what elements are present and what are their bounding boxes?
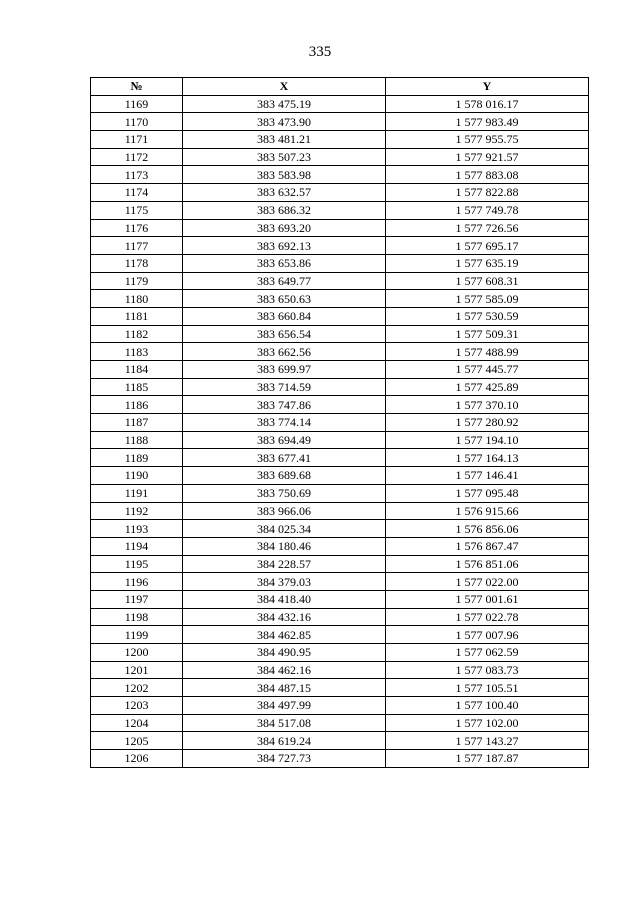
cell-number: 1200 [91,644,183,662]
cell-x: 383 481.21 [183,131,386,149]
table-row [91,148,589,166]
cell-number: 1192 [91,502,183,520]
cell-y: 1 577 955.75 [386,131,589,149]
cell-number: 1184 [91,361,183,379]
cell-number: 1201 [91,661,183,679]
cell-x: 383 714.59 [183,378,386,396]
cell-x: 383 632.57 [183,184,386,202]
cell-y: 1 577 187.87 [386,750,589,768]
header-row [91,78,589,96]
table-row [91,290,589,308]
cell-number: 1198 [91,608,183,626]
cell-number: 1178 [91,254,183,272]
cell-x: 384 025.34 [183,520,386,538]
cell-x: 384 487.15 [183,679,386,697]
cell-number: 1183 [91,343,183,361]
cell-x: 384 228.57 [183,555,386,573]
cell-x: 383 475.19 [183,95,386,113]
cell-x: 384 379.03 [183,573,386,591]
cell-y: 1 577 726.56 [386,219,589,237]
cell-y: 1 577 883.08 [386,166,589,184]
cell-x: 383 653.86 [183,254,386,272]
cell-y: 1 577 280.92 [386,414,589,432]
cell-y: 1 577 022.00 [386,573,589,591]
table-body [91,95,589,767]
table-row [91,732,589,750]
table-row [91,661,589,679]
cell-number: 1174 [91,184,183,202]
cell-number: 1176 [91,219,183,237]
table-row [91,361,589,379]
header-y: Y [386,78,589,96]
cell-number: 1203 [91,697,183,715]
cell-x: 383 662.56 [183,343,386,361]
table-row [91,679,589,697]
table-row [91,272,589,290]
cell-x: 384 432.16 [183,608,386,626]
cell-y: 1 577 164.13 [386,449,589,467]
table-row [91,608,589,626]
table-row [91,697,589,715]
cell-x: 383 650.63 [183,290,386,308]
cell-y: 1 577 585.09 [386,290,589,308]
cell-x: 384 517.08 [183,714,386,732]
cell-x: 383 507.23 [183,148,386,166]
cell-x: 383 693.20 [183,219,386,237]
cell-x: 383 966.06 [183,502,386,520]
cell-y: 1 577 001.61 [386,590,589,608]
table-row [91,502,589,520]
cell-x: 384 727.73 [183,750,386,768]
cell-x: 383 747.86 [183,396,386,414]
cell-y: 1 577 022.78 [386,608,589,626]
table-row [91,325,589,343]
cell-y: 1 576 867.47 [386,537,589,555]
table-row [91,237,589,255]
cell-y: 1 577 921.57 [386,148,589,166]
table-row [91,307,589,325]
table-row [91,449,589,467]
cell-number: 1170 [91,113,183,131]
cell-y: 1 577 695.17 [386,237,589,255]
cell-x: 383 750.69 [183,484,386,502]
cell-x: 384 497.99 [183,697,386,715]
table-row [91,590,589,608]
cell-y: 1 576 915.66 [386,502,589,520]
cell-x: 383 677.41 [183,449,386,467]
cell-number: 1179 [91,272,183,290]
table-row [91,184,589,202]
cell-y: 1 577 102.00 [386,714,589,732]
cell-x: 383 473.90 [183,113,386,131]
cell-y: 1 577 488.99 [386,343,589,361]
table-row [91,573,589,591]
cell-number: 1172 [91,148,183,166]
cell-y: 1 577 146.41 [386,467,589,485]
page-number: 335 [308,44,332,60]
cell-number: 1197 [91,590,183,608]
table-row [91,131,589,149]
cell-number: 1186 [91,396,183,414]
cell-y: 1 577 635.19 [386,254,589,272]
cell-y: 1 577 143.27 [386,732,589,750]
table-row [91,378,589,396]
cell-number: 1199 [91,626,183,644]
table-row [91,431,589,449]
cell-number: 1202 [91,679,183,697]
cell-number: 1169 [91,95,183,113]
cell-number: 1195 [91,555,183,573]
cell-number: 1181 [91,307,183,325]
cell-x: 383 694.49 [183,431,386,449]
table-row [91,95,589,113]
table-row [91,254,589,272]
cell-x: 383 699.97 [183,361,386,379]
table-row [91,537,589,555]
table-row [91,113,589,131]
cell-y: 1 578 016.17 [386,95,589,113]
cell-number: 1173 [91,166,183,184]
cell-x: 384 462.16 [183,661,386,679]
table-row [91,644,589,662]
table-row [91,467,589,485]
cell-x: 384 180.46 [183,537,386,555]
cell-y: 1 577 822.88 [386,184,589,202]
cell-x: 384 462.85 [183,626,386,644]
cell-x: 383 656.54 [183,325,386,343]
cell-y: 1 577 062.59 [386,644,589,662]
cell-x: 384 619.24 [183,732,386,750]
cell-number: 1204 [91,714,183,732]
cell-number: 1194 [91,537,183,555]
cell-y: 1 577 445.77 [386,361,589,379]
cell-number: 1187 [91,414,183,432]
cell-number: 1189 [91,449,183,467]
cell-x: 383 649.77 [183,272,386,290]
cell-y: 1 577 083.73 [386,661,589,679]
cell-y: 1 577 749.78 [386,201,589,219]
cell-number: 1171 [91,131,183,149]
cell-y: 1 577 425.89 [386,378,589,396]
table-row [91,396,589,414]
table-row [91,219,589,237]
cell-y: 1 576 851.06 [386,555,589,573]
cell-number: 1185 [91,378,183,396]
cell-y: 1 577 370.10 [386,396,589,414]
cell-number: 1205 [91,732,183,750]
cell-number: 1182 [91,325,183,343]
cell-x: 383 689.68 [183,467,386,485]
cell-y: 1 577 530.59 [386,307,589,325]
cell-x: 383 686.32 [183,201,386,219]
header-x: X [183,78,386,96]
cell-y: 1 577 007.96 [386,626,589,644]
cell-y: 1 577 105.51 [386,679,589,697]
table-row [91,166,589,184]
table-row [91,414,589,432]
table-row [91,714,589,732]
cell-y: 1 577 509.31 [386,325,589,343]
cell-x: 383 692.13 [183,237,386,255]
header-number: № [91,78,183,96]
cell-number: 1193 [91,520,183,538]
cell-number: 1196 [91,573,183,591]
cell-number: 1206 [91,750,183,768]
cell-x: 383 660.84 [183,307,386,325]
table-row [91,201,589,219]
table-row [91,484,589,502]
coordinates-table [90,77,589,768]
cell-number: 1188 [91,431,183,449]
cell-x: 384 490.95 [183,644,386,662]
table-row [91,750,589,768]
cell-number: 1177 [91,237,183,255]
cell-y: 1 577 100.40 [386,697,589,715]
cell-y: 1 577 983.49 [386,113,589,131]
table-header [91,78,589,96]
table-row [91,555,589,573]
cell-y: 1 577 194.10 [386,431,589,449]
table-row [91,343,589,361]
cell-x: 383 774.14 [183,414,386,432]
cell-number: 1180 [91,290,183,308]
table-row [91,520,589,538]
cell-y: 1 576 856.06 [386,520,589,538]
cell-y: 1 577 608.31 [386,272,589,290]
cell-x: 383 583.98 [183,166,386,184]
cell-number: 1175 [91,201,183,219]
cell-number: 1190 [91,467,183,485]
cell-number: 1191 [91,484,183,502]
table-row [91,626,589,644]
cell-y: 1 577 095.48 [386,484,589,502]
cell-x: 384 418.40 [183,590,386,608]
